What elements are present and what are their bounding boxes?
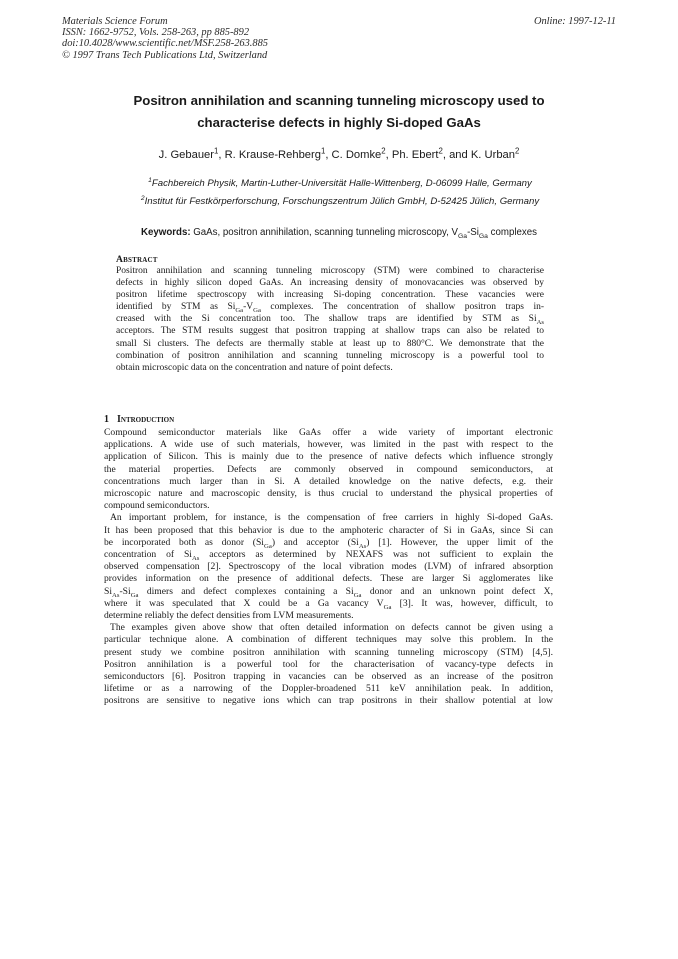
body-line: microscopic nature and macroscopic density, is thus crucial to understand the physical properties of [104, 488, 553, 500]
body-text-run: where it was speculated that X could be a Ga vacancy V [104, 597, 384, 609]
body-line: provides information on the presence of additional defects. These are larger Si agglomerates like [104, 573, 553, 585]
abstract-line [116, 313, 544, 325]
body-line: application of Silicon. This is mainly due to the presence of native defects which influence strongly [104, 451, 553, 463]
affiliation-2-marker: 2 [140, 194, 145, 202]
doi-line: doi:10.4028/www.scientific.net/MSF.258-263.885 [62, 38, 268, 50]
body-text-run: be incorporated both as donor (Si [104, 536, 264, 548]
keywords-label: Keywords: [141, 227, 191, 238]
body-line: It has been proposed that this behavior is due to the amphoteric character of Si in GaAs, since Si can [104, 524, 553, 536]
body-sub: Ga [383, 603, 392, 611]
paper-title [80, 90, 598, 134]
body-line [104, 598, 553, 610]
body-sub: As [191, 554, 200, 562]
body-sub: Ga [130, 591, 139, 599]
author-3-affil: 2 [381, 146, 386, 156]
body-line: determine reliably the defect densities from LVM measurements. [104, 610, 354, 622]
body-line: An important problem, for instance, is the compensation of free carriers in highly Si-doped GaAs. [110, 512, 553, 524]
abstract-sub: Ga [235, 307, 244, 315]
body-sub: Ga [263, 542, 272, 550]
body-line: applications. A wide use of such materials, however, was limited in the past with respect to the [104, 439, 553, 451]
author-1-affil: 1 [214, 146, 219, 156]
journal-header [62, 16, 268, 61]
body-text-run: Si [104, 585, 113, 597]
affiliation-2 [60, 196, 620, 207]
body-line: observed compensation [2]. Spectroscopy of the local vibration modes (LVM) of infrared absorption [104, 561, 553, 573]
section-title: Introduction [117, 414, 175, 425]
section-number: 1 [104, 414, 109, 425]
body-text-run: [3]. It was, however, difficult, to [391, 597, 553, 609]
body-line: Positron annihilation is a powerful tool for the characterisation of vacancy-type defects in [104, 658, 553, 670]
keywords-text-3: complexes [487, 227, 537, 238]
abstract-text: -V [243, 302, 254, 313]
body-sub: Ga [353, 591, 362, 599]
author-4-affil: 2 [438, 146, 443, 156]
journal-name: Materials Science Forum [62, 16, 168, 27]
title-line-2: characterise defects in highly Si-doped GaAs [197, 115, 481, 130]
body-text-run: -Si [119, 585, 131, 597]
abstract-line: obtain microscopic data on the concentration and nature of point defects. [116, 362, 393, 373]
body-line [104, 549, 553, 561]
title-line-1: Positron annihilation and scanning tunneling microscopy used to [133, 93, 545, 108]
body-text-run: concentration of Si [104, 549, 192, 561]
body-line: present study we combine positron annihilation with scanning tunneling microscopy (STM) [4,5]. [104, 646, 553, 658]
affiliation-1-text: Fachbereich Physik, Martin-Luther-Universität Halle-Wittenberg, D-06099 Halle, Germany [151, 178, 532, 189]
keywords-sub-2: Ga [478, 232, 488, 240]
body-text-run: dimers and defect complexes containing a Si [138, 585, 354, 597]
abstract-line: small Si clusters. The defects are thermally stable at least up to 880°C. We demonstrate that the [116, 338, 544, 349]
keywords-sub-1: Ga [458, 232, 468, 240]
online-date: Online: 1997-12-11 [533, 16, 616, 27]
body-text-run: acceptors as determined by NEXAFS was not sufficient to explain the [199, 549, 553, 561]
abstract-sub: Ga [253, 307, 261, 315]
author-5-affil: 2 [515, 146, 520, 156]
abstract-text: complexes. The concentration of shallow positron traps in- [260, 302, 545, 313]
body-line [104, 586, 553, 598]
author-4: , Ph. Ebert [385, 149, 439, 161]
abstract-line: defects in highly silicon doped GaAs. An increasing density of monovacancies was observed by [116, 278, 544, 289]
abstract-line: acceptors. The STM results suggest that positron trapping at shallow traps can also be related to [116, 326, 544, 337]
author-2-affil: 1 [320, 146, 326, 156]
issn-line: ISSN: 1662-9752, Vols. 258-263, pp 885-892 [62, 27, 250, 39]
copyright-line: © 1997 Trans Tech Publications Ltd, Switzerland [62, 49, 268, 61]
abstract-line: combination of positron annihilation and scanning tunneling microscopy is a powerful tool to [116, 350, 544, 361]
author-2: , R. Krause-Rehberg [218, 149, 321, 161]
keywords [60, 227, 618, 238]
body-sub: As [358, 542, 367, 550]
affiliation-1-marker: 1 [148, 176, 152, 184]
body-line: concentrations much larger than in Si. A detailed knowledge on the native defects, e.g. their [104, 475, 553, 487]
abstract-text: creased with the Si concentration too. The shallow traps are identified by STM as Si [116, 314, 537, 325]
affiliation-1 [60, 178, 620, 189]
abstract-sub: As [536, 319, 544, 327]
abstract-text: identified by STM as Si [116, 302, 236, 313]
body-line [104, 537, 553, 549]
author-3: , C. Domke [325, 149, 382, 161]
affiliation-2-text: Institut für Festkörperforschung, Forschungszentrum Jülich GmbH, D-52425 Jülich, Germany [144, 196, 540, 207]
body-line: lifetime or as a narrowing of the Doppler-broadened 511 keV annihilation peak. In addition, [104, 683, 553, 695]
body-line: positrons are sensitive to negative ions which can trap positrons in their shallow potential at low [104, 695, 553, 707]
author-5: , and K. Urban [442, 149, 515, 161]
abstract-line: Positron annihilation and scanning tunneling microscopy (STM) were combined to characterise [116, 266, 544, 276]
body-text-run: ) and acceptor (Si [271, 536, 359, 548]
body-text [104, 427, 553, 708]
body-line: particular technique alone. A combination of different techniques may solve this problem. In the [104, 634, 553, 646]
abstract-heading: Abstract [116, 254, 158, 265]
body-text-run: ) [1]. However, the upper limit of the [366, 536, 553, 548]
section-heading [104, 414, 174, 425]
abstract-body [116, 265, 544, 374]
abstract-line [116, 301, 544, 313]
author-1: J. Gebauer [158, 149, 214, 161]
abstract-line: positron lifetime spectroscopy with increasing Si-doping concentration. These vacancies were [116, 290, 544, 301]
body-sub: As [112, 591, 120, 599]
keywords-text-2: -Si [467, 227, 479, 238]
author-list [60, 146, 618, 161]
body-line: semiconductors [6]. Positron trapping in vacancies can be observed as an increase of the positron [104, 671, 553, 683]
body-line: The examples given above show that often detailed information on defects cannot be given using a [110, 622, 553, 634]
body-text-run: donor and an unknown point defect X, [361, 585, 553, 597]
body-line: compound semiconductors. [104, 500, 210, 512]
keywords-text: GaAs, positron annihilation, scanning tunneling microscopy, V [190, 227, 459, 238]
body-line: Compound semiconductor materials like GaAs offer a wide variety of important electronic [104, 427, 553, 438]
body-line: the material properties. Defects are commonly observed in compound semiconductors, at [104, 463, 553, 475]
